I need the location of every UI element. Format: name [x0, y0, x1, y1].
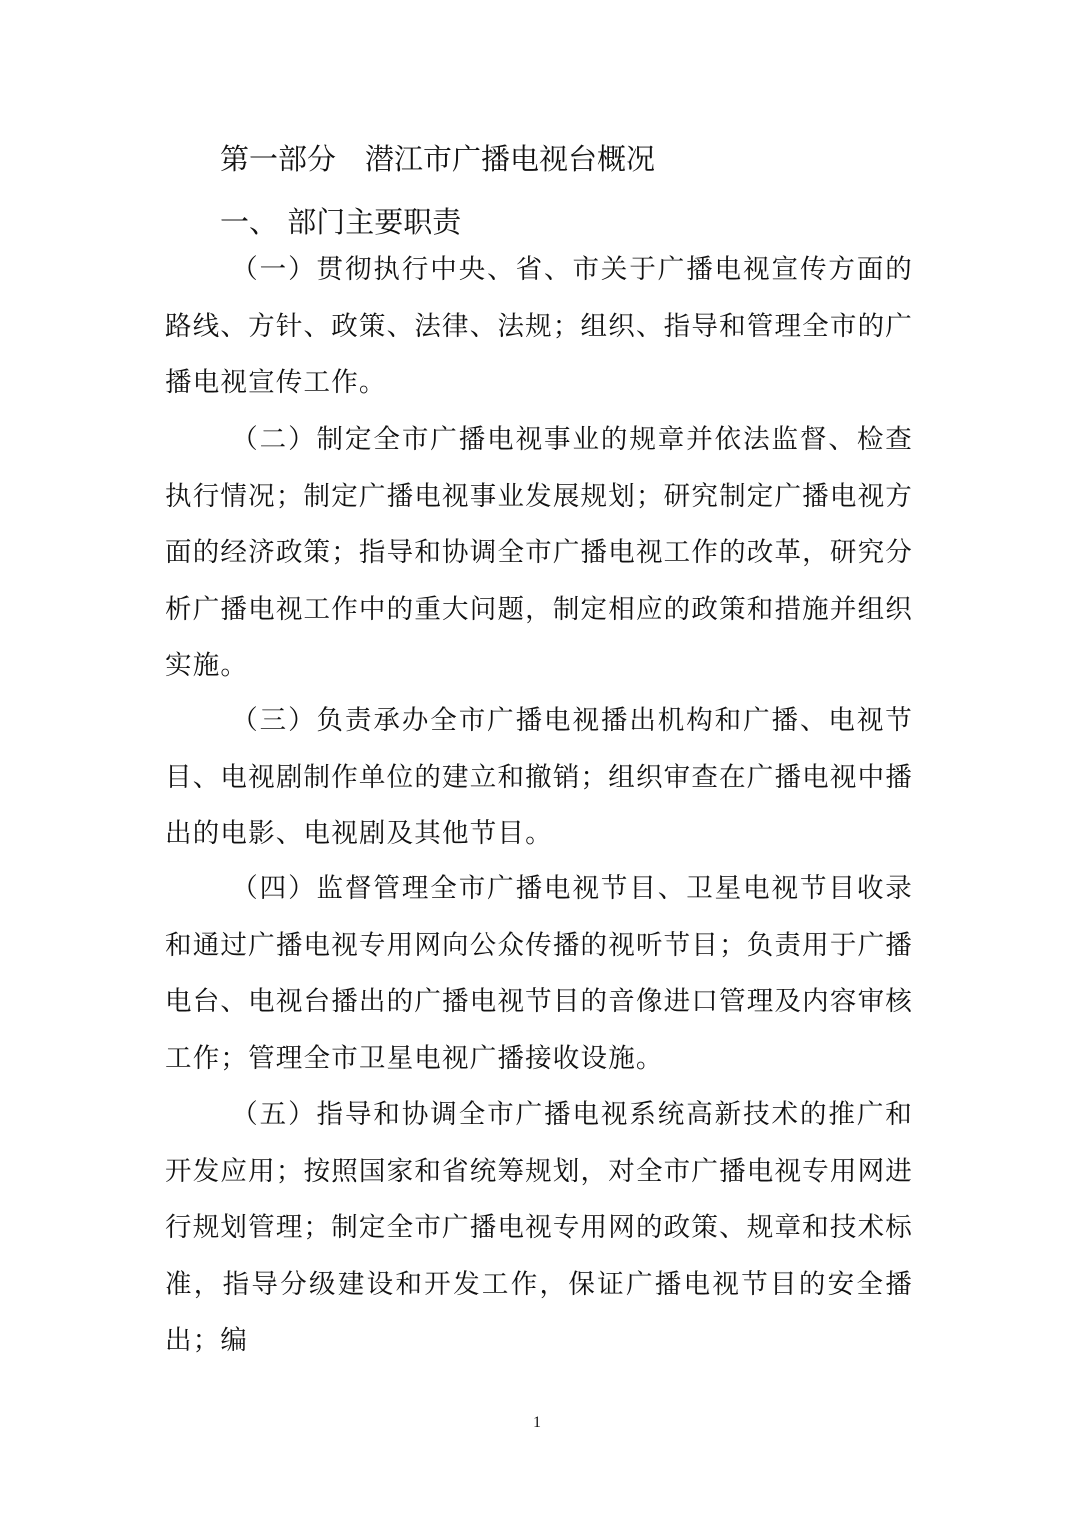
duty-paragraph-1: （一）贯彻执行中央、省、市关于广播电视宣传方面的路线、方针、政策、法律、法规；组织、指导和管理全市的广播电视宣传工作。: [165, 254, 913, 398]
duty-paragraph-5: （五）指导和协调全市广播电视系统高新技术的推广和开发应用；按照国家和省统筹规划，对全市广播电视专用网进行规划管理；制定全市广播电视专用网的政策、规章和技术标准，指导分级建设和开发工作，保证广播电视节目的安全播出；编: [165, 1099, 913, 1356]
page-number: 1: [533, 1414, 541, 1431]
duty-paragraph-4: （四）监督管理全市广播电视节目、卫星电视节目收录和通过广播电视专用网向公众传播的视听节目；负责用于广播电台、电视台播出的广播电视节目的音像进口管理及内容审核工作；管理全市卫星电视广播接收设施。: [165, 873, 913, 1074]
section-title: 一、 部门主要职责: [220, 205, 462, 239]
part-title: 第一部分 潜江市广播电视台概况: [220, 142, 656, 176]
duty-paragraph-3: （三）负责承办全市广播电视播出机构和广播、电视节目、电视剧制作单位的建立和撤销；组织审查在广播电视中播出的电影、电视剧及其他节目。: [165, 705, 913, 849]
duty-paragraph-2: （二）制定全市广播电视事业的规章并依法监督、检查执行情况；制定广播电视事业发展规划；研究制定广播电视方面的经济政策；指导和协调全市广播电视工作的改革，研究分析广播电视工作中的重大问题，制定相应的政策和措施并组织实施。: [165, 424, 913, 681]
